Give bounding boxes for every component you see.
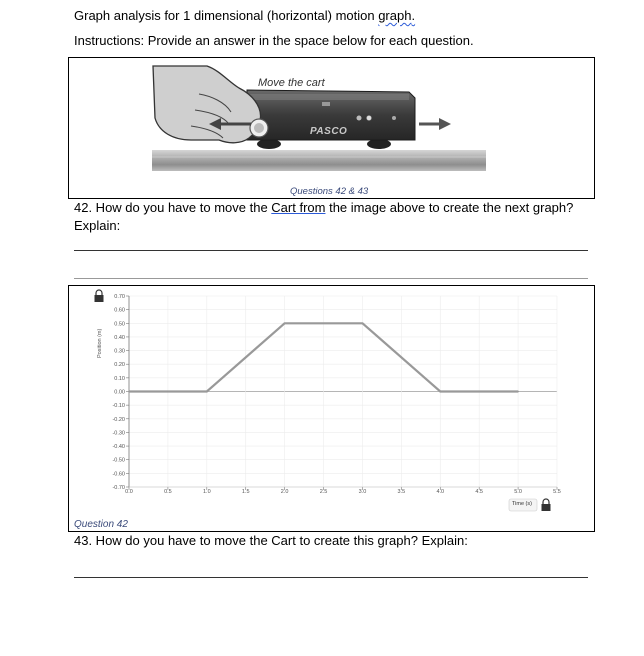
x-axis-lock-icon[interactable] xyxy=(542,499,551,511)
y-tick-label: 0.50 xyxy=(114,321,125,328)
data-point xyxy=(517,391,519,393)
y-tick-label: -0.50 xyxy=(112,457,125,464)
data-point xyxy=(284,322,286,324)
question-42-underlined: Cart from xyxy=(271,200,326,215)
document-title-graph-word: graph xyxy=(378,8,412,23)
answer-line-42b[interactable] xyxy=(74,278,588,279)
figure1-caption: Questions 42 & 43 xyxy=(290,186,369,197)
y-axis-label[interactable]: Position (m) xyxy=(97,328,103,358)
x-tick-label: 0.0 xyxy=(125,489,133,495)
x-tick-label: 3.0 xyxy=(358,489,367,495)
y-axis-lock-icon[interactable] xyxy=(95,290,104,302)
y-tick-label: 0.20 xyxy=(114,362,125,369)
data-point xyxy=(167,391,169,393)
x-tick-label: 2.0 xyxy=(280,489,289,495)
y-tick-label: 0.10 xyxy=(114,375,125,382)
y-tick-label: 0.40 xyxy=(114,334,125,341)
hand xyxy=(153,66,261,143)
y-tick-label: -0.60 xyxy=(112,471,125,478)
x-axis-label[interactable]: Time (s) xyxy=(512,501,532,507)
x-tick-label: 2.5 xyxy=(319,489,328,495)
x-tick-label: 3.5 xyxy=(397,489,406,495)
data-point xyxy=(362,322,364,324)
data-point xyxy=(439,391,441,393)
y-tick-label: 0.00 xyxy=(114,389,125,396)
y-tick-label: 0.70 xyxy=(114,294,125,300)
y-tick-label: -0.70 xyxy=(112,485,125,491)
y-tick-label: 0.30 xyxy=(114,348,125,355)
document-title-text: Graph analysis for 1 dimensional (horizontal) motion xyxy=(74,8,379,23)
x-tick-label: 5.0 xyxy=(514,489,522,495)
y-tick-label: -0.30 xyxy=(112,430,125,437)
data-point xyxy=(128,391,130,393)
move-the-cart-label: Move the cart xyxy=(258,77,325,89)
instructions: Instructions: Provide an answer in the space below for each question. xyxy=(74,33,474,48)
question-42-text-end: the image above to create the next graph? xyxy=(325,200,574,215)
position-time-chart xyxy=(68,286,595,521)
document-title xyxy=(74,8,415,23)
answer-line-42a[interactable] xyxy=(74,250,588,251)
x-tick-label: 5.5 xyxy=(553,489,561,495)
x-tick-label: 4.5 xyxy=(475,489,484,495)
x-tick-label: 1.5 xyxy=(241,489,250,495)
track xyxy=(152,150,486,171)
question-42 xyxy=(74,200,573,215)
answer-line-43[interactable] xyxy=(74,577,588,578)
y-tick-label: -0.40 xyxy=(112,444,125,451)
x-tick-label: 1.0 xyxy=(202,489,211,495)
question-43: 43. How do you have to move the Cart to create this graph? Explain: xyxy=(74,533,468,548)
pasco-logo: PASCO xyxy=(310,126,348,137)
figure2-caption: Question 42 xyxy=(74,519,128,530)
question-42-explain: Explain: xyxy=(74,218,121,233)
data-point xyxy=(206,391,208,393)
document-title-period: . xyxy=(411,8,416,23)
question-42-text-start: 42. How do you have to move the xyxy=(74,200,272,215)
x-tick-label: 0.5 xyxy=(164,489,172,495)
y-tick-label: -0.10 xyxy=(112,403,125,410)
x-tick-label: 4.0 xyxy=(436,489,445,495)
y-tick-label: 0.60 xyxy=(114,307,125,314)
y-tick-label: -0.20 xyxy=(112,416,125,423)
cart-figure-frame xyxy=(68,57,595,199)
